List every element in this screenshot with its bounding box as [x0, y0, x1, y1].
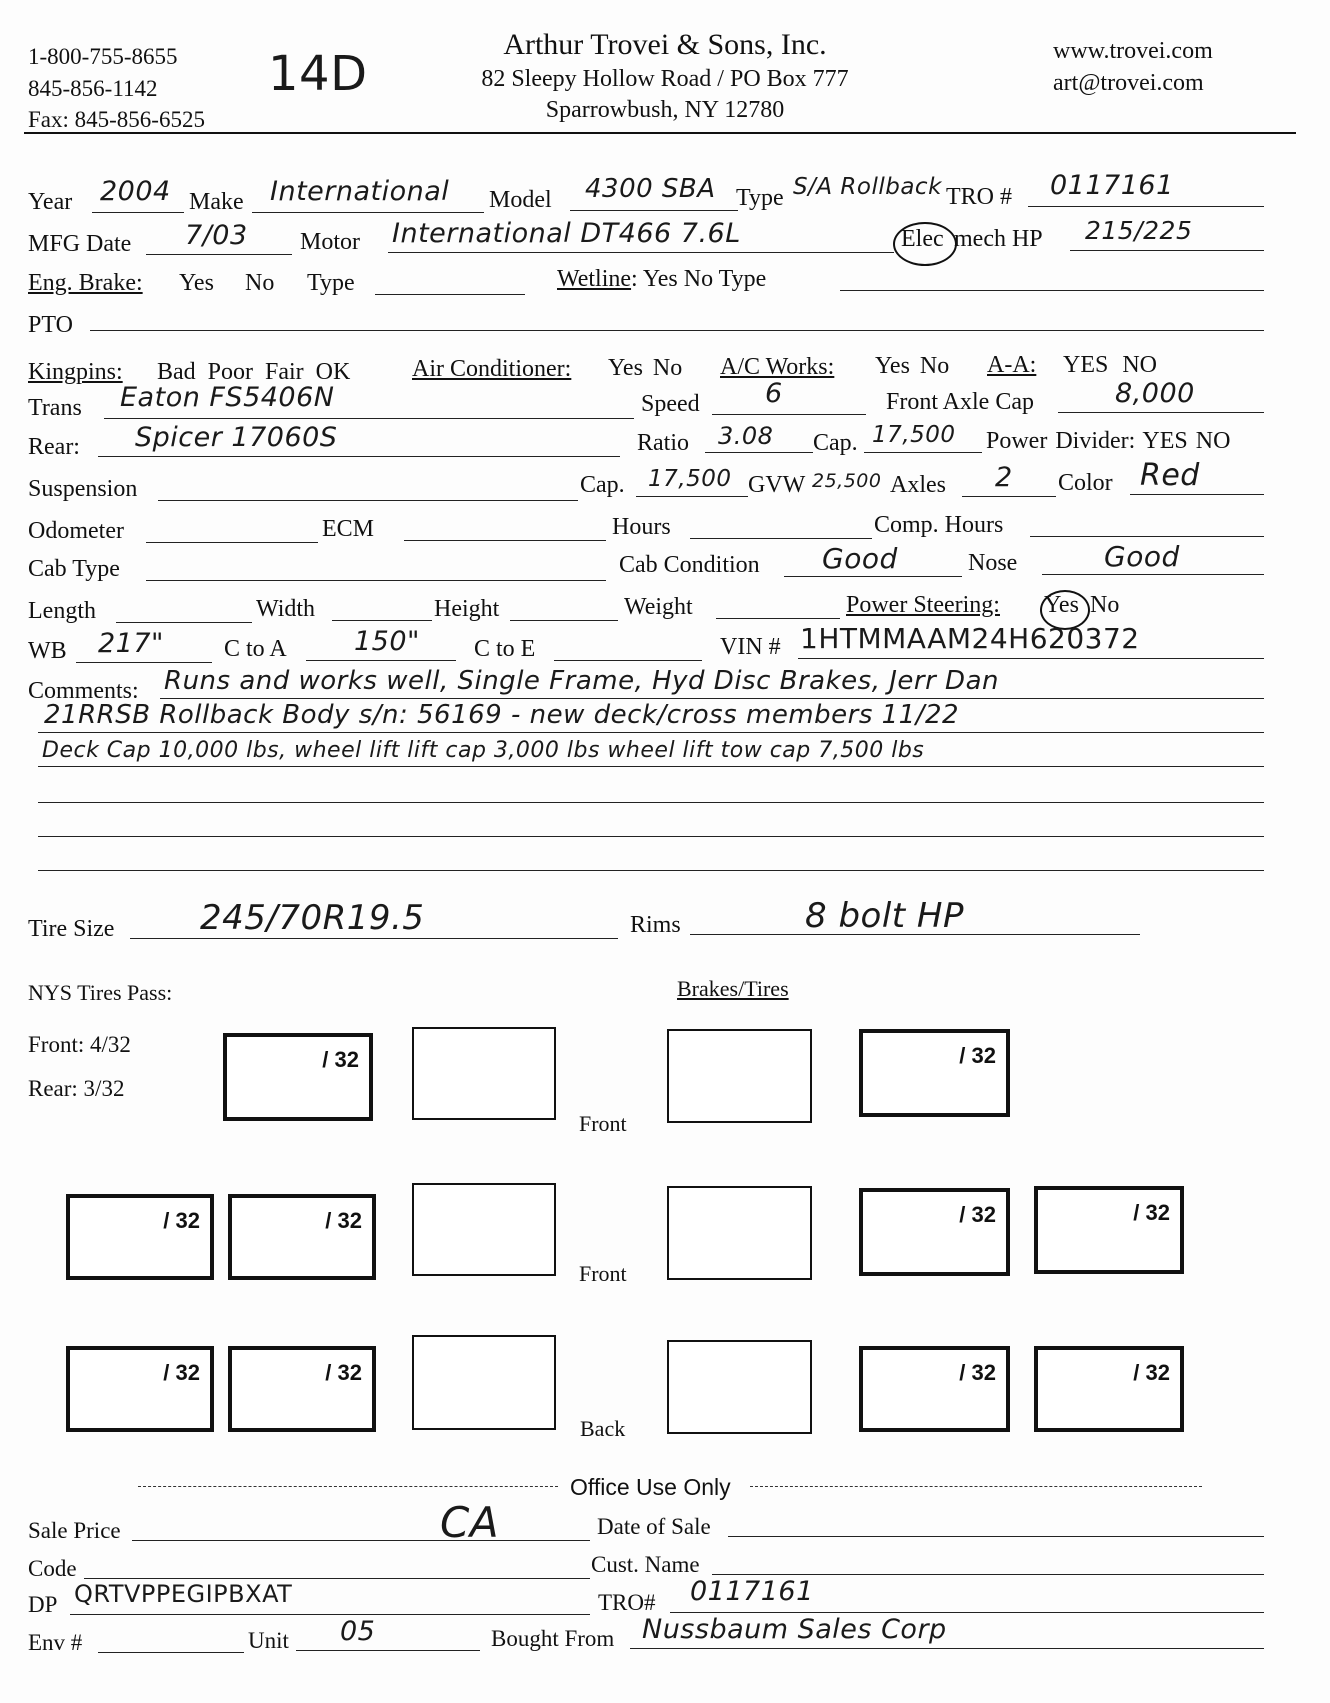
- year-value: 2004: [100, 176, 171, 207]
- fax-number: Fax: 845-856-6525: [28, 107, 205, 132]
- height-line: [510, 620, 618, 621]
- rear-label: Rear:: [28, 434, 80, 460]
- suspension-line: [158, 500, 578, 501]
- type-value: S/A Rollback: [793, 174, 942, 200]
- phone-2: 845-856-1142: [28, 76, 158, 101]
- comment-line-5: [38, 836, 1264, 837]
- trans-label: Trans: [28, 395, 82, 421]
- c-to-a-label: C to A: [224, 636, 287, 662]
- c-to-a-line: [306, 660, 456, 661]
- bought-from-line: [630, 1648, 1264, 1649]
- susp-cap-value: 17,500: [648, 466, 732, 492]
- color-label: Color: [1058, 470, 1113, 496]
- rear-line: [98, 456, 620, 457]
- gvw-value: 25,500: [812, 470, 882, 492]
- code-line: [84, 1578, 590, 1579]
- rear-cap-line: [864, 452, 982, 453]
- tro-label: TRO #: [946, 184, 1012, 210]
- elec-label: Elec: [901, 226, 944, 252]
- model-label: Model: [489, 187, 552, 213]
- dp-line: [70, 1614, 590, 1615]
- tire-box-rear-left-inner[interactable]: / 32: [228, 1346, 376, 1432]
- comment-line-3: [38, 766, 1264, 767]
- back-axle-label: Back: [580, 1416, 626, 1441]
- unit-value: 05: [340, 1616, 376, 1647]
- office-dash-left: [138, 1486, 558, 1487]
- mfg-date-line: [146, 254, 292, 255]
- wb-label: WB: [28, 638, 67, 664]
- brake-box-front-left[interactable]: [412, 1027, 556, 1120]
- cust-name-label: Cust. Name: [591, 1552, 700, 1577]
- comment-2: 21RRSB Rollback Body s/n: 56169 - new deck/cross members 11/22: [44, 700, 960, 730]
- brakes-tires-label: Brakes/Tires: [677, 976, 789, 1001]
- tire-box-mid-left-inner[interactable]: / 32: [228, 1194, 376, 1280]
- year-line: [92, 212, 184, 213]
- sale-price-label: Sale Price: [28, 1518, 121, 1543]
- pto-line: [90, 330, 1264, 331]
- bought-from-value: Nussbaum Sales Corp: [642, 1614, 947, 1645]
- comment-line-2: [38, 732, 1264, 733]
- front-axle-cap-value: 8,000: [1115, 378, 1195, 409]
- hours-label: Hours: [612, 514, 671, 540]
- width-line: [332, 620, 432, 621]
- type-label: Type: [736, 185, 784, 211]
- power-steering-label: Power Steering:: [846, 592, 1000, 618]
- c-to-e-line: [554, 660, 702, 661]
- motor-line: [388, 252, 894, 253]
- rims-value: 8 bolt HP: [805, 896, 964, 936]
- front-axle-cap-label: Front Axle Cap: [886, 389, 1034, 415]
- phone-1: 1-800-755-8655: [28, 44, 178, 69]
- weight-label: Weight: [624, 594, 693, 620]
- vin-value: 1HTMMAAM24H620372: [800, 622, 1140, 655]
- power-divider-label: Power Divider: YES NO: [986, 428, 1231, 454]
- color-value: Red: [1140, 458, 1200, 493]
- width-label: Width: [256, 596, 316, 622]
- length-line: [116, 622, 252, 623]
- tro2-line: [670, 1612, 1264, 1613]
- dp-value: QRTVPPEGIPBXAT: [74, 1580, 293, 1608]
- cab-type-label: Cab Type: [28, 556, 120, 582]
- front-axle-cap-line: [1058, 412, 1264, 413]
- mfg-date-label: MFG Date: [28, 231, 132, 257]
- company-address-1: 82 Sleepy Hollow Road / PO Box 777: [481, 66, 849, 92]
- year-label: Year: [28, 189, 73, 215]
- model-line: [570, 210, 738, 211]
- comment-3: Deck Cap 10,000 lbs, wheel lift lift cap 3,000 lbs wheel lift tow cap 7,500 lbs: [42, 738, 925, 763]
- comment-line-6: [38, 870, 1264, 871]
- odometer-label: Odometer: [28, 518, 124, 544]
- code-label: Code: [28, 1556, 77, 1581]
- website: www.trovei.com: [1053, 38, 1213, 64]
- nose-label: Nose: [968, 550, 1018, 576]
- kingpin-options: Bad Poor Fair OK: [157, 359, 351, 385]
- rear-requirement: Rear: 3/32: [28, 1076, 125, 1101]
- susp-cap-line: [636, 496, 748, 497]
- sale-price-value: CA: [440, 1498, 500, 1547]
- air-conditioner-label: Air Conditioner:: [412, 356, 572, 382]
- env-label: Env #: [28, 1630, 83, 1655]
- height-label: Height: [434, 596, 500, 622]
- sale-price-line: [132, 1540, 590, 1541]
- eng-brake-yes: Yes: [179, 270, 214, 296]
- company-address-2: Sparrowbush, NY 12780: [545, 97, 785, 123]
- ratio-label: Ratio: [637, 430, 689, 456]
- make-line: [252, 212, 484, 213]
- eng-brake-type-label: Type: [307, 270, 355, 296]
- nose-value: Good: [1104, 540, 1180, 573]
- unit-line: [296, 1650, 480, 1651]
- rims-label: Rims: [630, 912, 681, 938]
- date-of-sale-label: Date of Sale: [597, 1514, 711, 1539]
- ac-works-label: A/C Works:: [720, 354, 835, 380]
- tro2-value: 0117161: [690, 1576, 814, 1607]
- vin-label: VIN #: [720, 634, 781, 660]
- ratio-line: [705, 452, 813, 453]
- weight-line: [716, 618, 840, 619]
- office-dash-right: [750, 1486, 1202, 1487]
- ac-options: Yes No: [608, 355, 683, 381]
- cab-condition-value: Good: [822, 542, 898, 575]
- tro-line: [1028, 206, 1264, 207]
- comp-hours-label: Comp. Hours: [874, 512, 1004, 538]
- tire-size-label: Tire Size: [28, 916, 115, 942]
- tire-size-line: [130, 938, 618, 939]
- susp-cap-label: Cap.: [580, 472, 625, 498]
- tire-box-mid-right-inner[interactable]: / 32: [859, 1188, 1010, 1276]
- trans-value: Eaton FS5406N: [120, 382, 335, 413]
- ratio-value: 3.08: [718, 422, 774, 450]
- trans-line: [104, 418, 634, 419]
- motor-value: International DT466 7.6L: [392, 218, 741, 249]
- c-to-e-label: C to E: [474, 636, 536, 662]
- comments-label: Comments:: [28, 678, 139, 704]
- wb-line: [76, 662, 212, 663]
- axles-value: 2: [995, 462, 1013, 493]
- kingpins-label: Kingpins:: [28, 359, 123, 385]
- hp-line: [1070, 250, 1264, 251]
- comment-1: Runs and works well, Single Frame, Hyd Disc Brakes, Jerr Dan: [164, 666, 999, 696]
- rear-value: Spicer 17060S: [135, 422, 338, 453]
- suspension-label: Suspension: [28, 476, 138, 502]
- axles-label: Axles: [890, 472, 946, 498]
- ecm-label: ECM: [322, 516, 375, 542]
- gvw-label: GVW: [748, 472, 806, 498]
- tire-box-rear-right-inner[interactable]: / 32: [859, 1346, 1010, 1432]
- ac-works-options: Yes No: [875, 353, 950, 379]
- wetline-type-line: [840, 290, 1264, 291]
- axles-line: [962, 496, 1056, 497]
- bought-from-label: Bought From: [491, 1626, 615, 1651]
- comment-line-1: [160, 698, 1264, 699]
- wb-value: 217": [98, 628, 164, 659]
- company-name: Arthur Trovei & Sons, Inc.: [503, 28, 827, 61]
- stock-mark: 14D: [268, 46, 368, 102]
- front-requirement: Front: 4/32: [28, 1032, 131, 1057]
- ps-yes: Yes: [1044, 592, 1079, 618]
- color-line: [1130, 494, 1264, 495]
- header-divider: [24, 132, 1296, 134]
- c-to-a-value: 150": [354, 626, 420, 657]
- env-line: [98, 1652, 244, 1653]
- model-value: 4300 SBA: [585, 174, 716, 204]
- nose-line: [1042, 574, 1264, 575]
- rear-cap-label: Cap.: [813, 430, 858, 456]
- length-label: Length: [28, 598, 96, 624]
- comp-hours-line: [1030, 536, 1264, 537]
- pto-label: PTO: [28, 312, 73, 338]
- tire-box-front-right[interactable]: / 32: [859, 1029, 1010, 1117]
- speed-value: 6: [765, 378, 783, 409]
- aa-label: A-A:: [987, 352, 1037, 378]
- front-axle-label-2: Front: [579, 1261, 627, 1286]
- tire-size-value: 245/70R19.5: [200, 898, 425, 938]
- motor-label: Motor: [300, 229, 360, 255]
- cust-name-line: [712, 1574, 1264, 1575]
- eng-brake-no: No: [245, 270, 275, 296]
- brake-box-mid-left[interactable]: [412, 1183, 556, 1276]
- email: art@trovei.com: [1053, 70, 1204, 96]
- eng-brake-type-line: [375, 294, 525, 295]
- brake-box-front-right[interactable]: [667, 1029, 812, 1123]
- tire-box-rear-left-outer[interactable]: / 32: [66, 1346, 214, 1432]
- hours-line: [690, 538, 872, 539]
- eng-brake-label: Eng. Brake:: [28, 270, 143, 296]
- tire-box-mid-left-outer[interactable]: / 32: [66, 1194, 214, 1280]
- speed-line: [712, 414, 866, 415]
- ecm-line: [404, 540, 606, 541]
- make-value: International: [270, 176, 450, 207]
- unit-label: Unit: [248, 1628, 289, 1653]
- rear-cap-value: 17,500: [872, 422, 956, 448]
- date-of-sale-line: [728, 1536, 1264, 1537]
- aa-options: YES NO: [1063, 352, 1158, 378]
- mech-hp-label: mech HP: [954, 226, 1043, 252]
- ps-no: No: [1090, 592, 1120, 618]
- brake-box-rear-right[interactable]: [667, 1340, 812, 1434]
- comment-line-4: [38, 802, 1264, 803]
- cab-condition-line: [784, 576, 962, 577]
- make-label: Make: [189, 189, 244, 215]
- odometer-line: [146, 542, 318, 543]
- front-axle-label-1: Front: [579, 1111, 627, 1136]
- tire-box-front-left[interactable]: / 32: [223, 1033, 373, 1121]
- wetline-label: Wetline: Yes No Type: [557, 266, 767, 292]
- speed-label: Speed: [641, 391, 700, 417]
- nys-tires-pass-label: NYS Tires Pass:: [28, 980, 173, 1005]
- vin-line: [798, 658, 1264, 659]
- brake-box-mid-right[interactable]: [667, 1186, 812, 1280]
- tro-value: 0117161: [1050, 170, 1174, 201]
- tire-box-rear-right-outer[interactable]: / 32: [1034, 1346, 1184, 1432]
- tire-box-mid-right-outer[interactable]: / 32: [1034, 1186, 1184, 1274]
- brake-box-rear-left[interactable]: [412, 1335, 556, 1430]
- hp-value: 215/225: [1085, 216, 1193, 245]
- mfg-date-value: 7/03: [185, 220, 248, 251]
- cab-type-line: [146, 580, 606, 581]
- office-use-only-label: Office Use Only: [570, 1474, 731, 1500]
- dp-label: DP: [28, 1592, 58, 1617]
- cab-condition-label: Cab Condition: [619, 552, 760, 578]
- tro2-label: TRO#: [598, 1590, 656, 1615]
